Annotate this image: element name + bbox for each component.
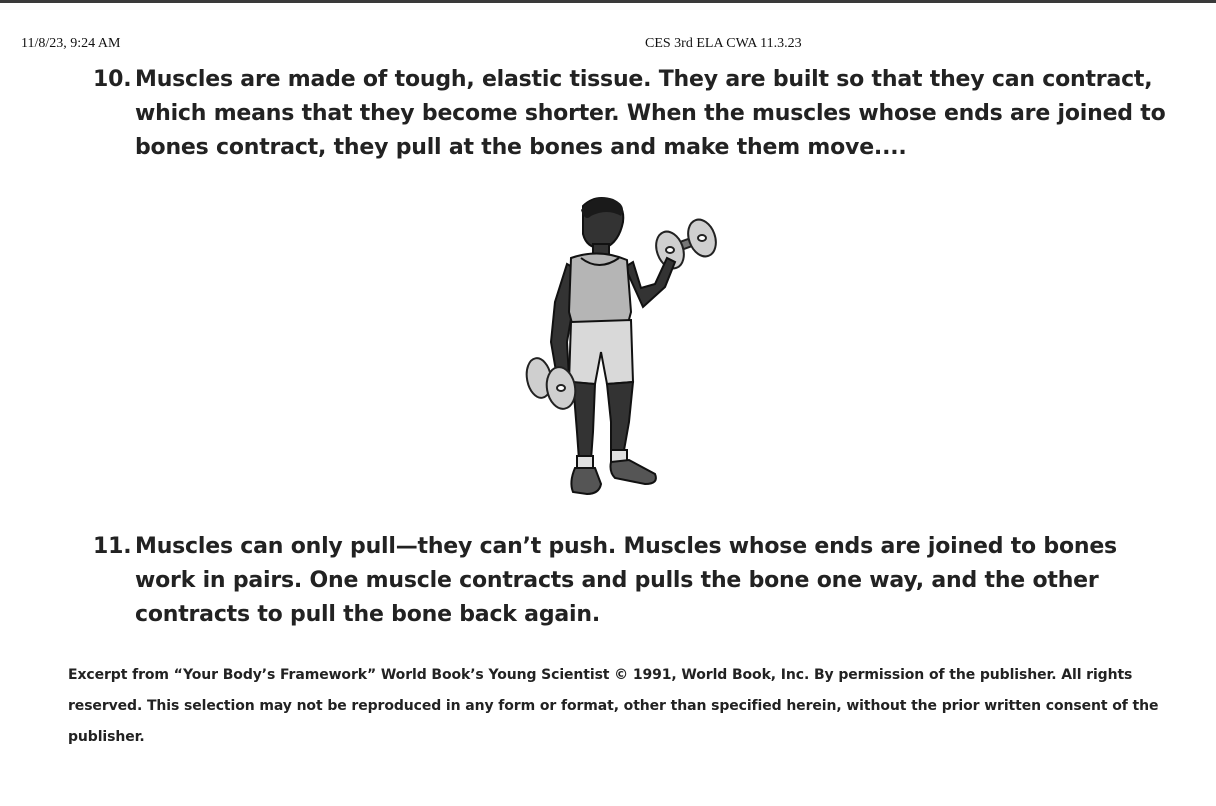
left-leg: [573, 382, 595, 460]
print-date: 11/8/23, 9:24 AM: [21, 36, 121, 51]
paragraph-text: Muscles are made of tough, elastic tissue. They are built so that they can contract, which means that they become shorter. When the muscles whose ends are joined to bones contract, they pull at the bones and make them move....: [135, 67, 1166, 160]
right-leg: [607, 382, 633, 456]
raised-arm: [625, 258, 675, 307]
paragraph-11: [93, 530, 1183, 632]
weightlifter-illustration: [515, 192, 725, 506]
print-header: [0, 36, 1216, 56]
paragraph-number: 10.: [93, 67, 132, 92]
head: [581, 198, 623, 258]
left-shoe: [571, 468, 601, 494]
copyright-notice: Excerpt from “Your Body’s Framework” World Book’s Young Scientist © 1991, World Book, Inc. By permission of the publisher. All rights reserved. This selection may not be reproduced in any form or format, other than specified herein, without the prior written consent of the publisher.: [68, 667, 1159, 745]
paragraph-number: 11.: [93, 534, 132, 559]
raised-dumbbell: [651, 216, 720, 273]
paragraph-text: Muscles can only pull—they can’t push. Muscles whose ends are joined to bones work in pairs. One muscle contracts and pulls the bone one way, and the other contracts to pull the bone back again.: [135, 534, 1117, 627]
window-top-border: [0, 0, 1216, 3]
paragraph-10: [93, 63, 1183, 165]
weightlifter-icon: [515, 192, 725, 506]
shorts: [569, 320, 633, 384]
right-shoe: [611, 460, 656, 484]
print-title: CES 3rd ELA CWA 11.3.23: [645, 36, 802, 51]
